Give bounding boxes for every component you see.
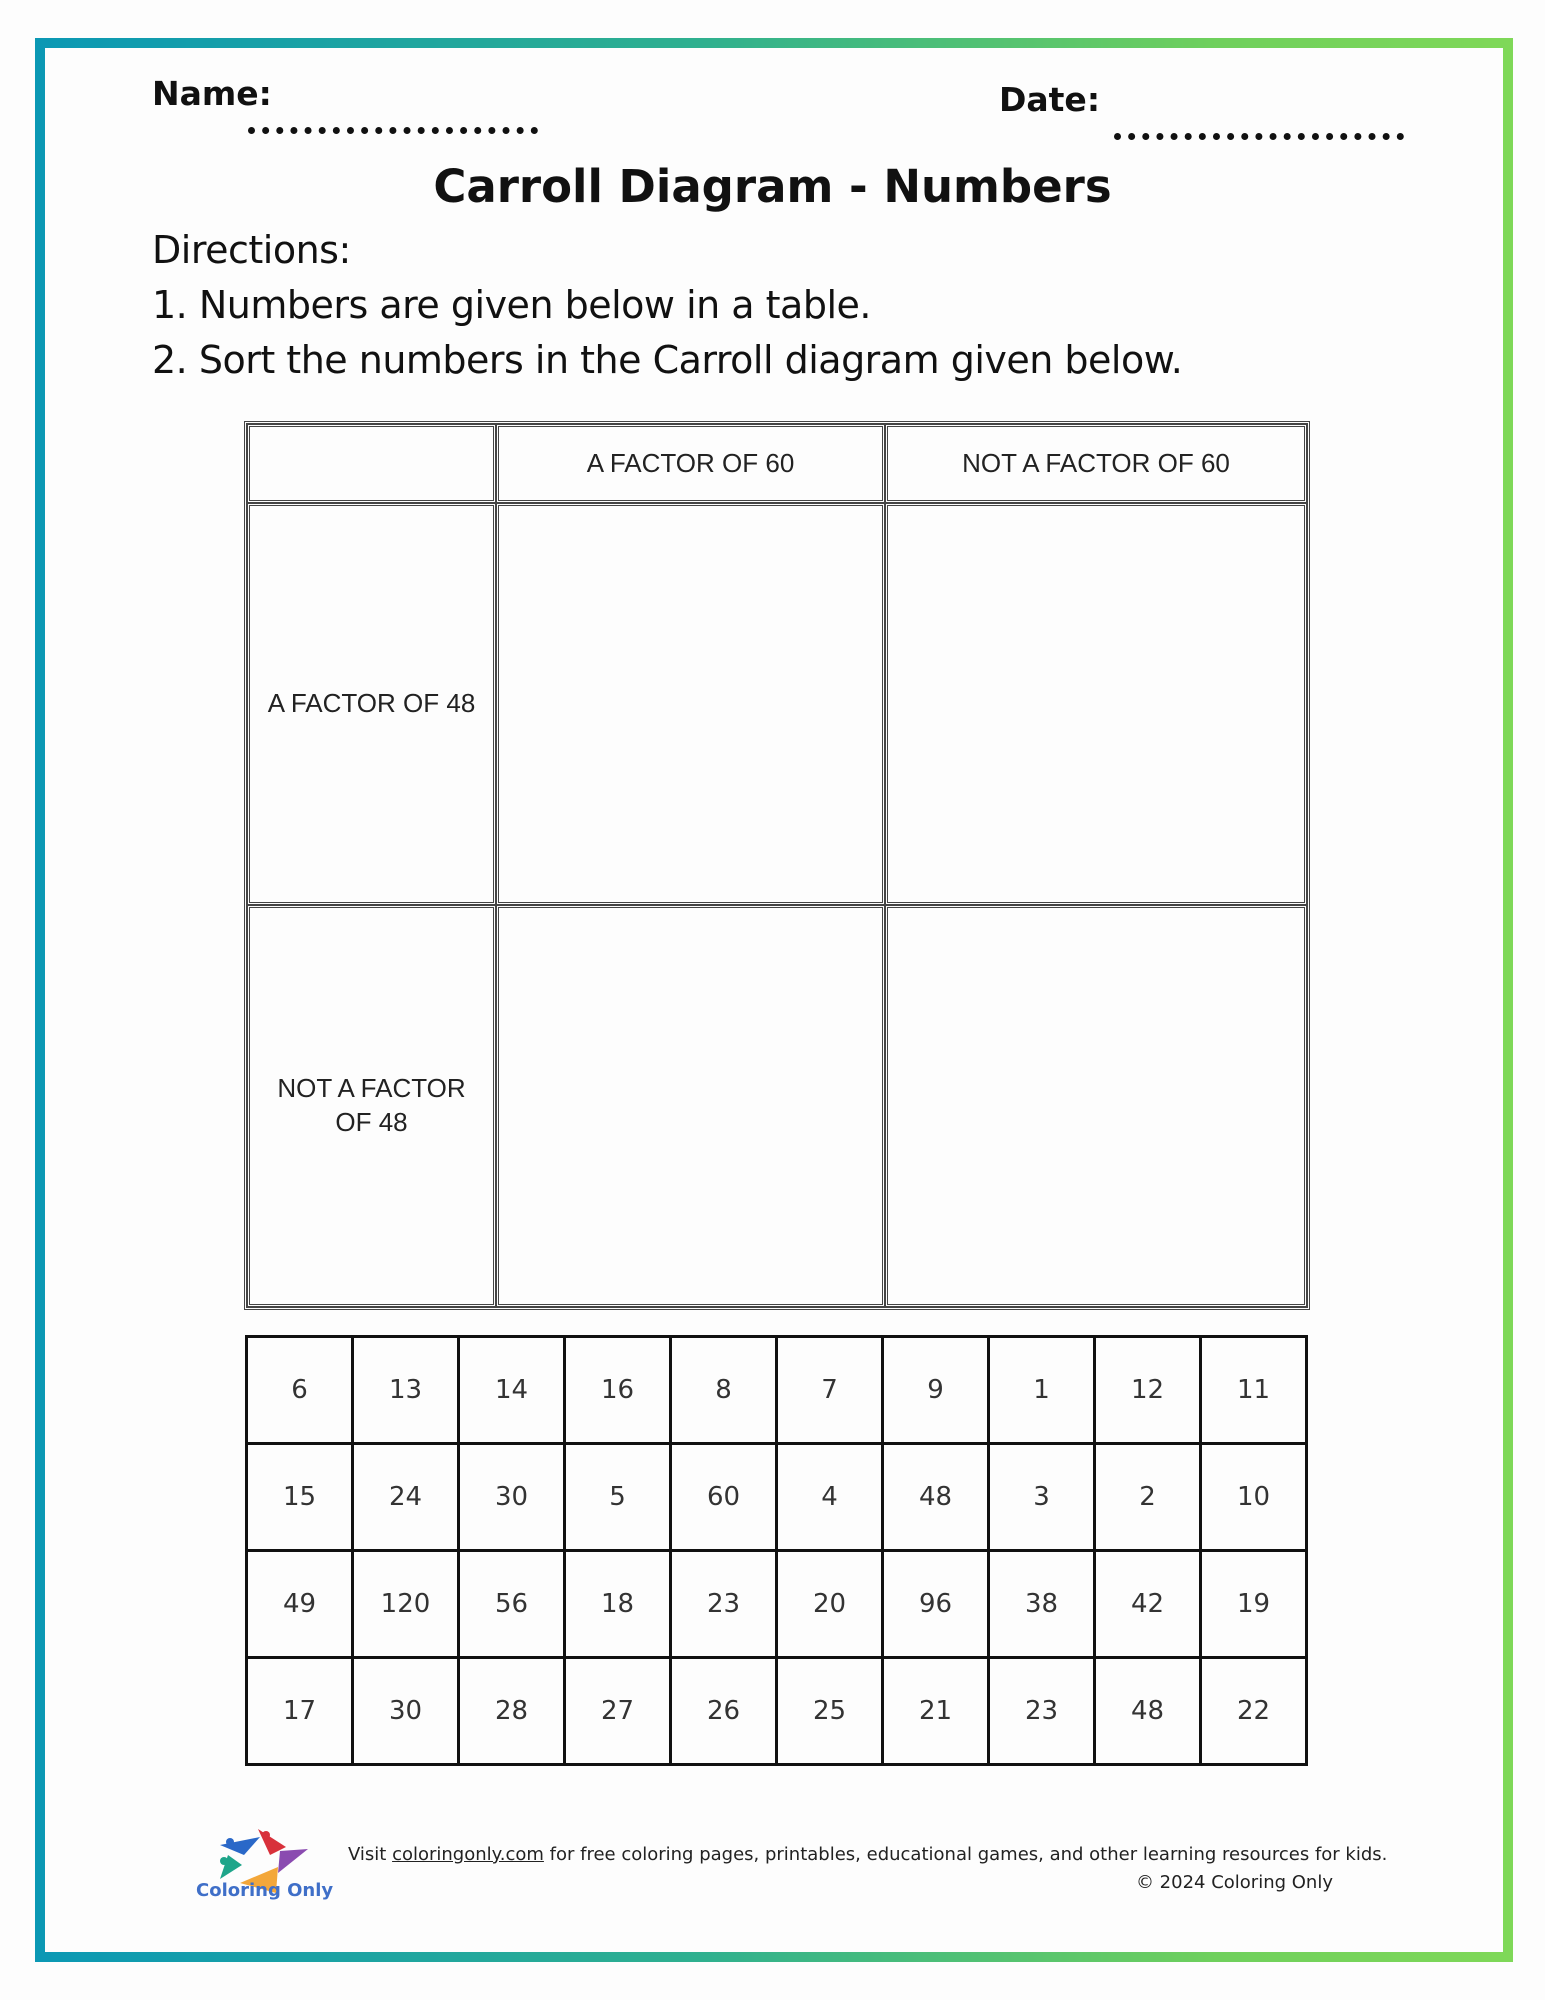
direction-step-1: 1. Numbers are given below in a table.: [152, 283, 871, 327]
number-cell: 9: [883, 1337, 989, 1444]
number-cell: 23: [989, 1658, 1095, 1765]
column-header-not-factor-of-60: NOT A FACTOR OF 60: [885, 424, 1307, 503]
number-cell: 30: [353, 1658, 459, 1765]
number-table-row: [247, 1337, 1307, 1444]
number-cell: 19: [1201, 1551, 1307, 1658]
row-header-not-factor-of-48: NOT A FACTOR OF 48: [247, 905, 496, 1307]
number-table-row: [247, 1658, 1307, 1765]
number-cell: 6: [247, 1337, 353, 1444]
coloringonly-link[interactable]: coloringonly.com: [392, 1844, 544, 1865]
page-title: Carroll Diagram - Numbers: [433, 160, 1112, 213]
visit-suffix: for free coloring pages, printables, educational games, and other learning resources for kids.: [543, 1844, 1388, 1865]
number-cell: 12: [1095, 1337, 1201, 1444]
number-cell: 42: [1095, 1551, 1201, 1658]
date-label: Date:: [999, 80, 1101, 119]
number-cell: 17: [247, 1658, 353, 1765]
number-cell: 21: [883, 1658, 989, 1765]
number-cell: 38: [989, 1551, 1095, 1658]
cell-factor-60-not-factor-48[interactable]: [496, 905, 885, 1307]
logo-text: Coloring Only: [196, 1880, 334, 1901]
number-cell: 20: [777, 1551, 883, 1658]
number-cell: 18: [565, 1551, 671, 1658]
number-cell: 96: [883, 1551, 989, 1658]
cell-factor-60-factor-48[interactable]: [496, 503, 885, 905]
number-cell: 8: [671, 1337, 777, 1444]
number-cell: 28: [459, 1658, 565, 1765]
column-header-factor-of-60: A FACTOR OF 60: [496, 424, 885, 503]
visit-prefix: Visit: [348, 1844, 393, 1865]
date-field[interactable]: [1114, 133, 1404, 140]
cell-not-factor-60-not-factor-48[interactable]: [885, 905, 1307, 1307]
number-cell: 3: [989, 1444, 1095, 1551]
number-cell: 22: [1201, 1658, 1307, 1765]
number-cell: 16: [565, 1337, 671, 1444]
number-cell: 10: [1201, 1444, 1307, 1551]
number-cell: 13: [353, 1337, 459, 1444]
number-cell: 7: [777, 1337, 883, 1444]
number-cell: 120: [353, 1551, 459, 1658]
footer-visit-text: [348, 1844, 1387, 1865]
number-cell: 49: [247, 1551, 353, 1658]
number-cell: 26: [671, 1658, 777, 1765]
number-cell: 5: [565, 1444, 671, 1551]
direction-step-2: 2. Sort the numbers in the Carroll diagram given below.: [152, 338, 1183, 382]
number-cell: 60: [671, 1444, 777, 1551]
directions-heading: Directions:: [152, 228, 351, 272]
name-field[interactable]: [248, 127, 538, 134]
number-cell: 30: [459, 1444, 565, 1551]
number-cell: 15: [247, 1444, 353, 1551]
number-cell: 4: [777, 1444, 883, 1551]
number-table-row: [247, 1551, 1307, 1658]
number-cell: 48: [1095, 1658, 1201, 1765]
corner-cell: [247, 424, 496, 503]
number-cell: 11: [1201, 1337, 1307, 1444]
carroll-diagram: [244, 421, 1310, 1310]
number-cell: 48: [883, 1444, 989, 1551]
number-table: [245, 1335, 1308, 1766]
number-cell: 25: [777, 1658, 883, 1765]
number-cell: 1: [989, 1337, 1095, 1444]
number-cell: 14: [459, 1337, 565, 1444]
cell-not-factor-60-factor-48[interactable]: [885, 503, 1307, 905]
number-cell: 56: [459, 1551, 565, 1658]
footer-copyright: © 2024 Coloring Only: [1135, 1872, 1333, 1893]
number-cell: 24: [353, 1444, 459, 1551]
number-cell: 2: [1095, 1444, 1201, 1551]
number-cell: 23: [671, 1551, 777, 1658]
number-table-row: [247, 1444, 1307, 1551]
number-cell: 27: [565, 1658, 671, 1765]
name-label: Name:: [152, 74, 272, 113]
row-header-factor-of-48: A FACTOR OF 48: [247, 503, 496, 905]
